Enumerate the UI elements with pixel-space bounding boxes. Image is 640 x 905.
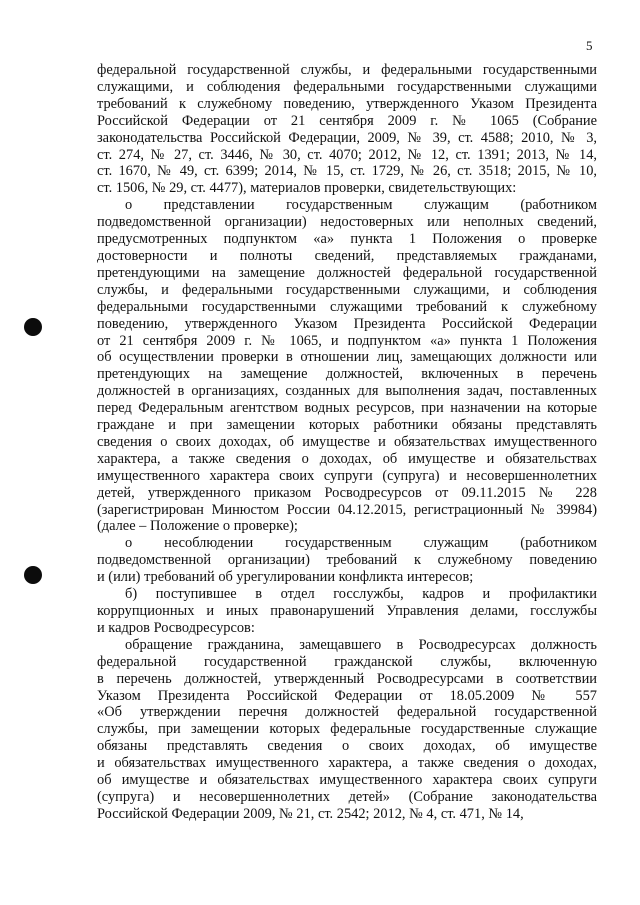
paragraph-p-b xyxy=(97,586,597,637)
text-line: и (или) требований об урегулировании конфликта интересов; xyxy=(97,569,474,586)
text-line: (далее – Положение о проверке); xyxy=(97,518,298,535)
text-line: предусмотренных подпунктом «а» пункта 1 Положения о проверке xyxy=(97,231,597,248)
text-line: о представлении государственным служащим (работником xyxy=(125,197,597,214)
text-line: претендующих на замещение должностей, включенных в перечень xyxy=(97,366,597,383)
text-line: Указом Президента Российской Федерации от 18.05.2009 № 557 xyxy=(97,687,597,704)
text-line: Российской Федерации 2009, № 21, ст. 2542; 2012, № 4, ст. 471, № 14, xyxy=(97,805,524,822)
text-line: и кадров Росводресурсов: xyxy=(97,619,255,636)
text-line: достоверности и полноты сведений, представляемых гражданами, xyxy=(97,247,597,264)
text-line: ст. 1506, № 29, ст. 4477), материалов проверки, свидетельствующих: xyxy=(97,180,517,197)
text-line: Российской Федерации от 21 сентября 2009 г. № 1065 (Собрание xyxy=(97,112,597,129)
text-line: (супруга) и несовершеннолетних детей» (Собрание законодательства xyxy=(97,788,597,805)
text-line: ст. 1670, № 49, ст. 6399; 2014, № 15, ст. 1729, № 26, ст. 3518; 2015, № 10, xyxy=(97,163,597,180)
text-line: и обязательствах имущественного характера, а также сведения о доходах, xyxy=(97,755,597,772)
text-line: федеральными государственными служащими требований к служебному xyxy=(97,298,597,315)
text-line: обязаны представлять сведения о своих доходах, об имуществе xyxy=(97,738,597,755)
text-line: б) поступившее в отдел госслужбы, кадров и профилактики xyxy=(125,586,597,603)
text-line: подведомственной организации) недостоверных или неполных сведений, xyxy=(97,214,597,231)
text-line: служащими, и соблюдения федеральными государственными служащими xyxy=(97,78,597,95)
paragraph-p-continued xyxy=(97,62,597,197)
text-line: (зарегистрирован Минюстом России 04.12.2015, регистрационный № 39984) xyxy=(97,501,597,518)
text-line: подведомственной организации) требований к служебному поведению xyxy=(97,552,597,569)
text-line: перед Федеральным агентством водных ресурсов, при назначении на которые xyxy=(97,400,597,417)
text-line: должностей в организациях, созданных для выполнения задач, поставленных xyxy=(97,383,597,400)
text-line: в перечень должностей, утвержденный Росводресурсами в соответствии xyxy=(97,670,597,687)
paragraph-p-noncompliance xyxy=(97,535,597,586)
text-line: поведению, утвержденного Указом Президента Российской Федерации xyxy=(97,315,597,332)
punch-hole xyxy=(24,318,42,336)
paragraph-p-false-info xyxy=(97,197,597,535)
text-line: граждане и при замещении которых работники обязаны представлять xyxy=(97,417,597,434)
text-line: службы, при замещении которых федеральные государственные служащие xyxy=(97,721,597,738)
text-line: федеральной государственной службы, и федеральными государственными xyxy=(97,62,597,78)
text-line: об имуществе и обязательствах имущественного характера своих супруги xyxy=(97,772,597,789)
text-line: «Об утверждении перечня должностей федеральной государственной xyxy=(97,704,597,721)
text-line: федеральной государственной гражданской службы, включенную xyxy=(97,653,597,670)
text-line: характера, а также сведения о доходах, об имуществе и обязательствах xyxy=(97,450,597,467)
text-line: сведения о своих доходах, об имуществе и обязательствах имущественного xyxy=(97,433,597,450)
text-line: законодательства Российской Федерации, 2009, № 39, ст. 4588; 2010, № 3, xyxy=(97,129,597,146)
document-body xyxy=(97,62,597,823)
text-line: о несоблюдении государственным служащим (работником xyxy=(125,535,597,552)
text-line: детей, утвержденного приказом Росводресурсов от 09.11.2015 № 228 xyxy=(97,484,597,501)
text-line: от 21 сентября 2009 г. № 1065, и подпунктом «а» пункта 1 Положения xyxy=(97,332,597,349)
text-line: претендующими на замещение должностей федеральной государственной xyxy=(97,264,597,281)
text-line: об осуществлении проверки в отношении лиц, замещающих должности или xyxy=(97,349,597,366)
punch-hole xyxy=(24,566,42,584)
text-line: службы, и федеральными государственными служащими, и соблюдения xyxy=(97,281,597,298)
text-line: коррупционных и иных правонарушений Управления делами, госслужбы xyxy=(97,603,597,619)
page-number: 5 xyxy=(586,38,593,53)
text-line: требований к служебному поведению, утвержденного Указом Президента xyxy=(97,95,597,112)
text-line: имущественного характера своих супруги (супруга) и несовершеннолетних xyxy=(97,467,597,484)
text-line: обращение гражданина, замещавшего в Росводресурсах должность xyxy=(125,636,597,653)
paragraph-p-appeal xyxy=(97,637,597,823)
text-line: ст. 274, № 27, ст. 3446, № 30, ст. 4070; 2012, № 12, ст. 1391; 2013, № 14, xyxy=(97,146,597,163)
